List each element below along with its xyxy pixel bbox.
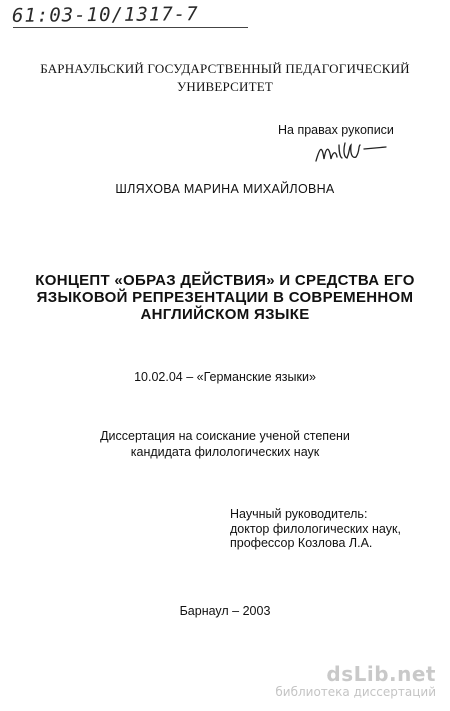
specialty-code: 10.02.04 – «Германские языки»: [134, 370, 316, 384]
manuscript-note: На правах рукописи: [278, 123, 394, 137]
dissertation-title: [0, 272, 450, 323]
university-line-1: БАРНАУЛЬСКИЙ ГОСУДАРСТВЕННЫЙ ПЕДАГОГИЧЕСКИЙ: [40, 61, 410, 76]
watermark: [272, 662, 440, 699]
handwritten-underline: [13, 27, 248, 28]
university-line-2: УНИВЕРСИТЕТ: [176, 79, 274, 94]
degree-statement: [0, 428, 450, 460]
degree-line-2: кандидата филологических наук: [130, 445, 320, 459]
advisor-line-3: профессор Козлова Л.А.: [230, 536, 373, 550]
title-line-2: ЯЗЫКОВОЙ РЕПРЕЗЕНТАЦИИ В СОВРЕМЕННОМ: [36, 289, 414, 306]
degree-line-1: Диссертация на соискание ученой степени: [100, 429, 350, 443]
scientific-advisor: [230, 507, 401, 551]
author-name: ШЛЯХОВА МАРИНА МИХАЙЛОВНА: [115, 182, 335, 196]
title-line-1: КОНЦЕПТ «ОБРАЗ ДЕЙСТВИЯ» И СРЕДСТВА ЕГО: [35, 272, 415, 289]
advisor-line-1: Научный руководитель:: [230, 507, 368, 521]
watermark-subtitle: библиотека диссертаций: [275, 685, 436, 699]
university-name: [0, 60, 450, 96]
watermark-logo: dsLib.net: [326, 662, 436, 686]
title-line-3: АНГЛИЙСКОМ ЯЗЫКЕ: [140, 306, 310, 323]
advisor-line-2: доктор филологических наук,: [230, 521, 401, 536]
handwritten-catalog-code: 61:03-10/1317-7: [11, 3, 199, 27]
signature-icon: [312, 137, 392, 169]
city-year: Барнаул – 2003: [179, 604, 271, 618]
